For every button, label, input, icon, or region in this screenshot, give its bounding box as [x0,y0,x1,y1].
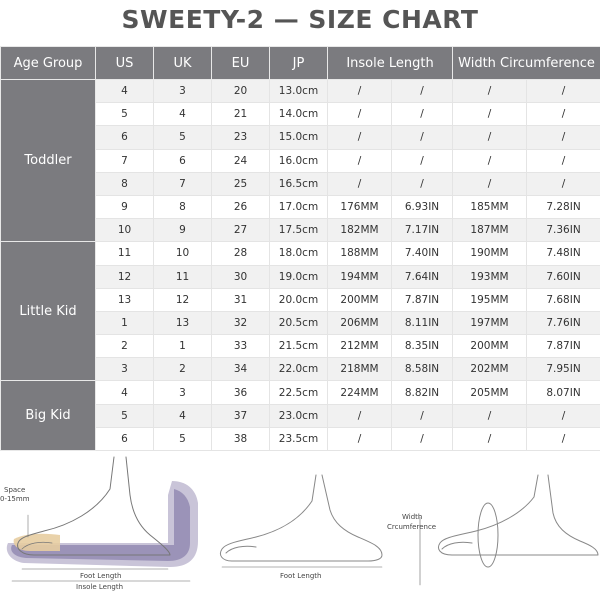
cell-us: 12 [96,265,154,288]
cell-width-mm: 200MM [453,335,527,358]
cell-us: 9 [96,195,154,218]
cell-width-mm: 187MM [453,219,527,242]
cell-width-mm: / [453,404,527,427]
cell-uk: 8 [154,195,212,218]
cell-jp: 21.5cm [270,335,328,358]
cell-uk: 4 [154,103,212,126]
cell-width-mm: 193MM [453,265,527,288]
age-group-toddler: Toddler [1,80,96,242]
cell-insole-mm: 188MM [328,242,392,265]
cell-insole-mm: / [328,172,392,195]
cell-insole-in: / [392,103,453,126]
cell-us: 5 [96,103,154,126]
cell-us: 11 [96,242,154,265]
cell-width-mm: / [453,172,527,195]
cell-eu: 23 [212,126,270,149]
cell-jp: 20.5cm [270,311,328,334]
cell-width-mm: 202MM [453,358,527,381]
cell-jp: 16.5cm [270,172,328,195]
cell-us: 7 [96,149,154,172]
cell-uk: 1 [154,335,212,358]
cell-width-mm: 185MM [453,195,527,218]
cell-us: 13 [96,288,154,311]
foot-length-label: Foot Length [280,572,321,580]
cell-insole-in: 6.93IN [392,195,453,218]
cell-width-in: / [527,172,600,195]
cell-eu: 21 [212,103,270,126]
cell-width-in: 7.60IN [527,265,600,288]
width-label: Width [402,513,422,521]
cell-uk: 6 [154,149,212,172]
foot-in-shoe-diagram [7,457,198,581]
bare-foot-diagram [220,475,382,567]
cell-width-mm: 195MM [453,288,527,311]
cell-jp: 14.0cm [270,103,328,126]
age-group-little-kid: Little Kid [1,242,96,381]
cell-insole-in: / [392,172,453,195]
cell-jp: 22.0cm [270,358,328,381]
cell-uk: 3 [154,381,212,404]
cell-uk: 13 [154,311,212,334]
cell-insole-mm: 206MM [328,311,392,334]
cell-jp: 22.5cm [270,381,328,404]
cell-width-mm: / [453,80,527,103]
header-uk: UK [154,47,212,80]
cell-jp: 17.5cm [270,219,328,242]
cell-insole-mm: / [328,427,392,450]
cell-insole-mm: 212MM [328,335,392,358]
cell-width-in: 7.48IN [527,242,600,265]
cell-insole-mm: 194MM [328,265,392,288]
width-measure-band [478,503,498,567]
cell-insole-in: 7.64IN [392,265,453,288]
size-chart-table-wrap [0,46,600,451]
cell-eu: 34 [212,358,270,381]
cell-us: 8 [96,172,154,195]
cell-us: 10 [96,219,154,242]
cell-insole-in: 8.82IN [392,381,453,404]
size-chart-table [0,46,600,451]
cell-us: 2 [96,335,154,358]
cell-width-in: 7.36IN [527,219,600,242]
header-width-circumference: Width Circumference [453,47,600,80]
page-title: SWEETY-2 — SIZE CHART [0,0,600,40]
cell-insole-mm: / [328,404,392,427]
cell-us: 4 [96,80,154,103]
cell-width-in: 7.95IN [527,358,600,381]
cell-width-mm: / [453,103,527,126]
table-row [1,381,600,404]
cell-jp: 23.5cm [270,427,328,450]
cell-jp: 23.0cm [270,404,328,427]
cell-insole-mm: / [328,80,392,103]
cell-jp: 13.0cm [270,80,328,103]
cell-us: 5 [96,404,154,427]
cell-eu: 30 [212,265,270,288]
size-chart-body [1,80,600,451]
cell-insole-mm: / [328,126,392,149]
header-insole-length: Insole Length [328,47,453,80]
header-eu: EU [212,47,270,80]
cell-insole-in: 7.87IN [392,288,453,311]
age-group-big-kid: Big Kid [1,381,96,451]
cell-insole-mm: / [328,103,392,126]
cell-width-in: 8.07IN [527,381,600,404]
cell-insole-mm: 218MM [328,358,392,381]
foot-outline [439,475,599,555]
cell-jp: 20.0cm [270,288,328,311]
foot-outline [220,475,382,561]
cell-width-in: / [527,404,600,427]
cell-us: 6 [96,427,154,450]
cell-width-in: 7.76IN [527,311,600,334]
cell-uk: 7 [154,172,212,195]
toe-curve [442,542,472,549]
cell-insole-mm: / [328,149,392,172]
cell-jp: 18.0cm [270,242,328,265]
cell-width-mm: 197MM [453,311,527,334]
cell-eu: 26 [212,195,270,218]
cell-width-mm: 205MM [453,381,527,404]
cell-jp: 15.0cm [270,126,328,149]
insole-length-label: Insole Length [76,583,123,591]
cell-us: 4 [96,381,154,404]
cell-uk: 3 [154,80,212,103]
width-foot-diagram [420,475,598,585]
cell-uk: 4 [154,404,212,427]
cell-uk: 5 [154,427,212,450]
space-label: Space [4,486,25,494]
cell-insole-in: / [392,427,453,450]
cell-jp: 19.0cm [270,265,328,288]
cell-insole-mm: 200MM [328,288,392,311]
cell-eu: 38 [212,427,270,450]
cell-width-in: / [527,80,600,103]
cell-insole-mm: 176MM [328,195,392,218]
cell-insole-in: 7.40IN [392,242,453,265]
cell-width-in: / [527,427,600,450]
cell-width-in: / [527,149,600,172]
cell-eu: 32 [212,311,270,334]
cell-insole-in: / [392,126,453,149]
space-range-label: 0-15mm [0,495,30,503]
cell-uk: 2 [154,358,212,381]
cell-width-in: 7.68IN [527,288,600,311]
cell-eu: 24 [212,149,270,172]
cell-width-mm: 190MM [453,242,527,265]
cell-eu: 31 [212,288,270,311]
cell-uk: 12 [154,288,212,311]
cell-jp: 16.0cm [270,149,328,172]
foot-length-label: Foot Length [80,572,121,580]
cell-width-in: / [527,103,600,126]
toe-curve [226,546,256,553]
cell-width-in: / [527,126,600,149]
cell-insole-in: 8.58IN [392,358,453,381]
cell-jp: 17.0cm [270,195,328,218]
header-us: US [96,47,154,80]
cell-insole-mm: 182MM [328,219,392,242]
cell-eu: 28 [212,242,270,265]
cell-uk: 11 [154,265,212,288]
measurement-diagrams-svg [0,455,600,600]
cell-insole-in: / [392,80,453,103]
header-row [1,47,600,80]
cell-eu: 20 [212,80,270,103]
cell-us: 1 [96,311,154,334]
table-row [1,242,600,265]
cell-insole-mm: 224MM [328,381,392,404]
cell-eu: 27 [212,219,270,242]
cell-insole-in: / [392,149,453,172]
cell-insole-in: 7.17IN [392,219,453,242]
table-row [1,80,600,103]
cell-width-mm: / [453,149,527,172]
cell-insole-in: 8.35IN [392,335,453,358]
cell-insole-in: / [392,404,453,427]
cell-us: 3 [96,358,154,381]
measurement-diagrams [0,455,600,600]
cell-eu: 25 [212,172,270,195]
cell-eu: 36 [212,381,270,404]
cell-width-in: 7.87IN [527,335,600,358]
cell-us: 6 [96,126,154,149]
cell-width-mm: / [453,427,527,450]
header-age-group: Age Group [1,47,96,80]
cell-uk: 5 [154,126,212,149]
cell-insole-in: 8.11IN [392,311,453,334]
cell-width-mm: / [453,126,527,149]
cell-eu: 37 [212,404,270,427]
cell-uk: 9 [154,219,212,242]
cell-eu: 33 [212,335,270,358]
cell-width-in: 7.28IN [527,195,600,218]
cell-uk: 10 [154,242,212,265]
circumference-label: Crcumference [387,523,436,531]
header-jp: JP [270,47,328,80]
